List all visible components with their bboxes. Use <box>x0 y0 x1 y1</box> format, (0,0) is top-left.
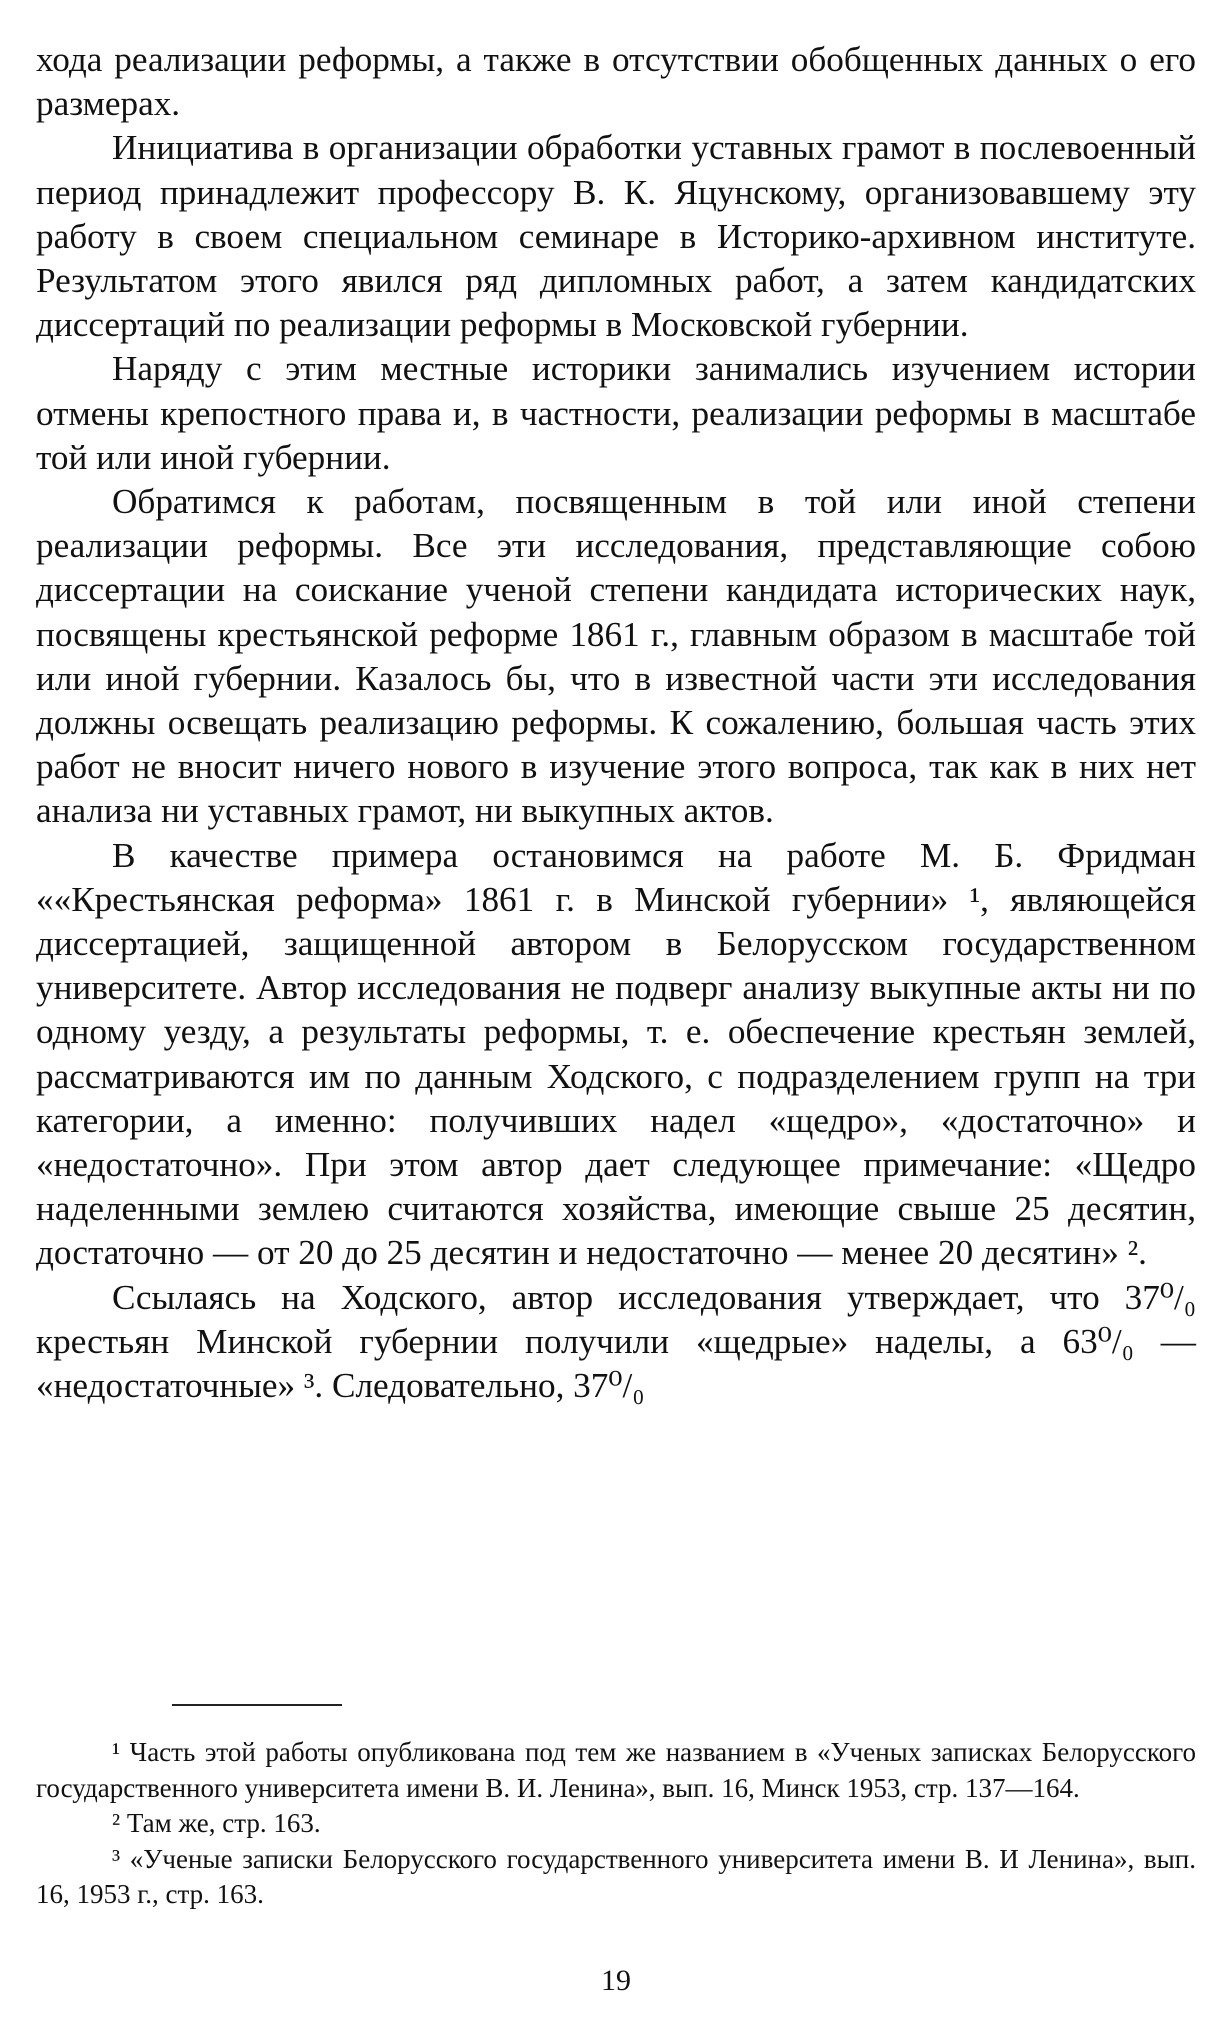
footnote-2: ² Там же, стр. 163. <box>112 1808 321 1838</box>
paragraph: В качестве примера остановимся на работе М. Б. Фридман ««Крестьянская реформа» 1861 г. в Минской губернии» ¹, являющейся диссертацией, защищенной автором в Белорусском государственном университете. Автор исследования не подверг анализу выкупные акты ни по одному уезду, а результаты реформы, т. е. обеспечение крестьян землей, рассматриваются им по данным Ходского, с подразделением групп на три категории, а именно: получивших надел «щедро», «достаточно» и «недостаточно». При этом автор дает следующее примечание: «Щедро наделенными землею считаются хозяйства, имеющие свыше 25 десятин, достаточно — от 20 до 25 десятин и недостаточно — менее 20 десятин» ². <box>36 835 1196 1273</box>
paragraph: Ссылаясь на Ходского, автор исследования утверждает, что 37⁰/₀ крестьян Минской губернии получили «щедрые» наделы, а 63⁰/₀ — «недостаточные» ³. Следовательно, 37⁰/₀ <box>36 1277 1196 1406</box>
book-page <box>36 38 1196 1998</box>
footnotes <box>36 1735 1196 1913</box>
main-text <box>36 38 1196 1408</box>
paragraph: Наряду с этим местные историки занимались изучением истории отмены крепостного права и, в частности, реализации реформы в масштабе той или иной губернии. <box>36 349 1196 477</box>
page-number: 19 <box>601 1964 631 1997</box>
paragraph-continuation: хода реализации реформы, а также в отсутствии обобщенных данных о его размерах. <box>36 40 1196 124</box>
footnote-3: ³ «Ученые записки Белорусского государственного университета имени В. И Ленина», вып. 16, 1953 г., стр. 163. <box>36 1843 1196 1909</box>
paragraph: Инициатива в организации обработки уставных грамот в послевоенный период принадлежит профессору В. К. Яцунскому, организовавшему эту работу в своем специальном семинаре в Историко-архивном институте. Результатом этого явился ряд дипломных работ, а затем кандидатских диссертаций по реализации реформы в Московской губернии. <box>36 128 1196 345</box>
paragraph: Обратимся к работам, посвященным в той или иной степени реализации реформы. Все эти исследования, представляющие собою диссертации на соискание ученой степени кандидата исторических наук, посвящены крестьянской реформе 1861 г., главным образом в масштабе той или иной губернии. Казалось бы, что в известной части эти исследования должны освещать реализацию реформы. К сожалению, большая часть этих работ не вносит ничего нового в изучение этого вопроса, так как в них нет анализа ни уставных грамот, ни выкупных актов. <box>36 482 1196 831</box>
footnote-1: ¹ Часть этой работы опубликована под тем же названием в «Ученых записках Белорусского государственного университета имени В. И. Ленина», вып. 16, Минск 1953, стр. 137—164. <box>36 1737 1196 1803</box>
footnote-divider <box>172 1704 342 1706</box>
